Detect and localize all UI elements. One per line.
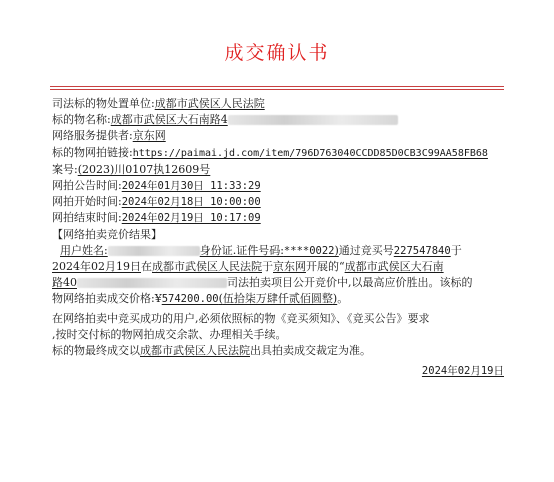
title-rule-top (50, 86, 504, 87)
notes-p2-pre: 标的物最终成交以 (52, 344, 140, 358)
result-target-row (52, 275, 504, 291)
price-currency: ¥ (154, 292, 162, 306)
price-upper: 伍拾柒万肆仟贰佰圆整 (222, 292, 333, 306)
end-label: 网拍结束时间: (52, 211, 122, 225)
item-label: 标的物名称: (52, 113, 111, 127)
notes-p2-post: 出具拍卖成交裁定为准。 (250, 344, 371, 358)
result-date-row (52, 259, 504, 275)
case-value: (2023)川0107执12609号 (77, 162, 211, 176)
result-user-row: 用户姓名: 身份证.证件号码:****0022)通过竞买号227547840于 (60, 243, 462, 257)
price-upper-wrap: (伍拾柒万肆仟贰佰圆整) (218, 292, 338, 306)
redacted-address (77, 278, 227, 288)
end-row (52, 210, 504, 226)
redacted-region (228, 115, 398, 125)
document-title: 成交确认书 (224, 42, 330, 64)
result-at: 在 (141, 260, 152, 274)
notes-p1a: 在网络拍卖中竞买成功的用户,必须依照标的物《竞买须知》、《竞买公告》要求 (52, 311, 430, 325)
id-text: 身份证.证件号码: (199, 243, 284, 257)
result-court: 成都市武侯区人民法院 (152, 260, 262, 274)
bid-number: 227547840 (393, 244, 451, 257)
footer-date: 2024年02月19日 (421, 365, 504, 378)
item-row (52, 112, 504, 128)
start-row (52, 194, 504, 210)
court-value: 成都市武侯区人民法院 (154, 97, 265, 110)
court-row (52, 96, 504, 112)
court-label: 司法标的物处置单位: (52, 97, 155, 110)
price-value: 574200.00 (161, 293, 219, 306)
id-masked: ****0022 (283, 244, 335, 257)
notes-p1b: ,按时交付标的物网拍成交余款、办理相关手续。 (52, 327, 287, 341)
footer-date-row (52, 363, 504, 379)
start-label: 网拍开始时间: (52, 195, 122, 209)
case-row (52, 162, 504, 178)
price-end: 。 (337, 292, 349, 306)
auction-link[interactable]: https://paimai.jd.com/item/796D763040CCDD85D0CB3C99AA58FB68 (132, 147, 488, 159)
item-value: 成都市武侯区大石南路4 (110, 113, 228, 127)
win-text: 司法拍卖项目公开竞价中,以最高应价胜出。该标的 (227, 276, 473, 290)
result-target-a: 成都市武侯区大石南 (344, 260, 444, 274)
title-rule-bottom (50, 89, 504, 90)
price-label: 物网络拍卖成交价格: (52, 292, 155, 306)
document-body (52, 96, 504, 379)
announce-value: 2024年01月30日 11:33:29 (121, 180, 261, 193)
result-open: 开展的“ (306, 260, 345, 274)
case-label: 案号: (52, 162, 78, 176)
start-value: 2024年02月18日 10:00:00 (121, 196, 261, 209)
link-label: 标的物网拍链接: (52, 145, 133, 159)
announce-label: 网拍公告时间: (52, 179, 122, 193)
provider-label: 网络服务提供者: (52, 129, 133, 143)
redacted-name (108, 246, 200, 256)
announce-row (52, 178, 504, 194)
provider-row (52, 128, 504, 144)
result-price-row (52, 291, 504, 307)
bid-post: 于 (450, 243, 462, 257)
result-yu: 于 (262, 260, 273, 274)
result-date: 2024年02月19日 (52, 260, 141, 274)
notes-p2 (52, 343, 504, 359)
user-label: 用户姓名: (60, 243, 108, 257)
result-target-b: 路40 (52, 276, 77, 290)
provider-value: 京东网 (132, 129, 166, 143)
end-value: 2024年02月19日 10:17:09 (121, 212, 261, 225)
link-row (52, 145, 504, 162)
notes-p2-court: 成都市武侯区人民法院 (140, 344, 250, 358)
bid-pre: 通过竞买号 (338, 243, 394, 257)
result-jd: 京东网 (273, 260, 306, 274)
result-heading: 【网络拍卖竞价结果】 (52, 227, 162, 241)
